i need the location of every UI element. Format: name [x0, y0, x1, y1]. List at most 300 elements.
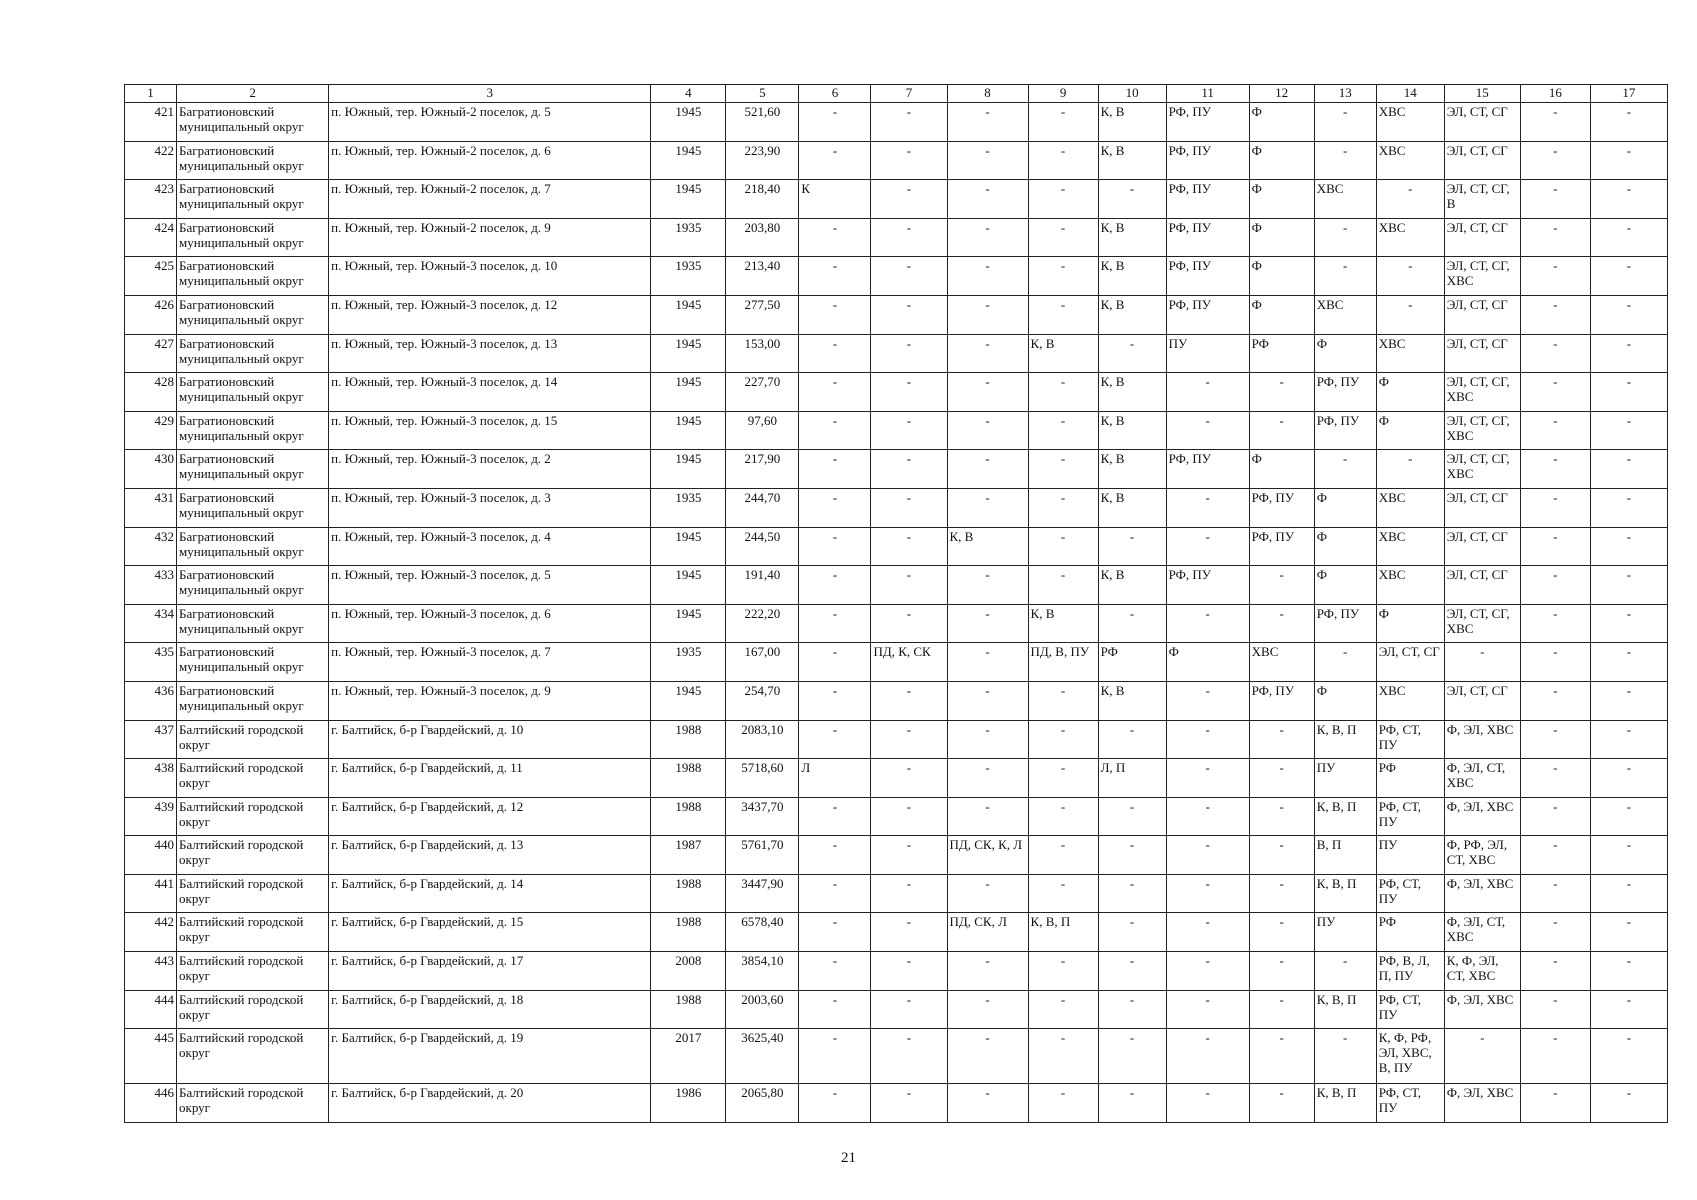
table-cell: -: [1098, 952, 1166, 991]
table-row: [125, 681, 1668, 720]
table-cell: -: [799, 257, 871, 296]
table-cell: РФ, ПУ: [1166, 180, 1249, 219]
table-cell: 2003,60: [726, 990, 799, 1029]
table-cell: -: [799, 488, 871, 527]
table-cell: Балтийский городской округ: [177, 952, 329, 991]
table-row: [125, 450, 1668, 489]
table-cell: Балтийский городской округ: [177, 1029, 329, 1084]
table-cell: 223,90: [726, 141, 799, 180]
table-cell: -: [1520, 411, 1590, 450]
column-header-2: 2: [177, 85, 329, 103]
table-cell: РФ, ПУ: [1166, 450, 1249, 489]
table-cell: 5718,60: [726, 759, 799, 798]
table-cell: -: [799, 836, 871, 875]
column-header-5: 5: [726, 85, 799, 103]
table-cell: Багратионовский муниципальный округ: [177, 141, 329, 180]
table-cell: Ф: [1376, 604, 1444, 643]
table-row: [125, 720, 1668, 759]
table-cell: -: [947, 952, 1028, 991]
table-cell: г. Балтийск, б-р Гвардейский, д. 10: [329, 720, 651, 759]
table-cell: п. Южный, тер. Южный-2 поселок, д. 7: [329, 180, 651, 219]
table-cell: 441: [125, 874, 177, 913]
table-cell: Балтийский городской округ: [177, 720, 329, 759]
table-cell: К, В: [1098, 218, 1166, 257]
table-cell: 423: [125, 180, 177, 219]
table-cell: ПД, СК, Л: [947, 913, 1028, 952]
column-header-15: 15: [1444, 85, 1520, 103]
column-header-14: 14: [1376, 85, 1444, 103]
table-cell: 436: [125, 681, 177, 720]
table-cell: -: [1520, 257, 1590, 296]
table-cell: -: [1376, 257, 1444, 296]
table-cell: -: [871, 527, 947, 566]
table-cell: ХВС: [1376, 103, 1444, 142]
table-cell: -: [1376, 180, 1444, 219]
table-cell: ЭЛ, СТ, СГ: [1444, 218, 1520, 257]
table-cell: -: [871, 218, 947, 257]
table-cell: ХВС: [1376, 488, 1444, 527]
table-cell: 1987: [651, 836, 726, 875]
table-cell: -: [1028, 488, 1098, 527]
table-cell: -: [1098, 604, 1166, 643]
table-cell: К, В, П: [1314, 720, 1376, 759]
table-cell: Балтийский городской округ: [177, 1084, 329, 1123]
table-cell: РФ, ПУ: [1314, 604, 1376, 643]
table-cell: ПУ: [1376, 836, 1444, 875]
table-cell: -: [871, 1029, 947, 1084]
table-cell: -: [1028, 1084, 1098, 1123]
table-cell: -: [1590, 527, 1667, 566]
table-row: [125, 488, 1668, 527]
column-header-3: 3: [329, 85, 651, 103]
table-cell: -: [1590, 836, 1667, 875]
table-cell: ПУ: [1314, 913, 1376, 952]
table-cell: РФ, ПУ: [1314, 411, 1376, 450]
table-cell: Ф: [1376, 411, 1444, 450]
table-cell: 1945: [651, 103, 726, 142]
column-header-12: 12: [1249, 85, 1314, 103]
column-header-16: 16: [1520, 85, 1590, 103]
table-cell: -: [871, 295, 947, 334]
table-cell: -: [947, 1029, 1028, 1084]
table-cell: К, В: [1098, 103, 1166, 142]
table-cell: -: [1314, 218, 1376, 257]
table-cell: -: [1590, 257, 1667, 296]
table-cell: -: [1520, 373, 1590, 412]
table-cell: 1988: [651, 990, 726, 1029]
table-cell: РФ, ПУ: [1166, 218, 1249, 257]
table-cell: К, Ф, ЭЛ, СТ, ХВС: [1444, 952, 1520, 991]
table-cell: 1945: [651, 373, 726, 412]
table-cell: Ф, ЭЛ, ХВС: [1444, 1084, 1520, 1123]
table-cell: -: [1028, 952, 1098, 991]
table-cell: -: [947, 797, 1028, 836]
table-cell: 2083,10: [726, 720, 799, 759]
table-row: [125, 836, 1668, 875]
table-cell: -: [1314, 450, 1376, 489]
table-cell: 153,00: [726, 334, 799, 373]
table-cell: -: [947, 257, 1028, 296]
table-cell: РФ, СТ, ПУ: [1376, 990, 1444, 1029]
table-cell: ПУ: [1314, 759, 1376, 798]
table-cell: п. Южный, тер. Южный-3 поселок, д. 9: [329, 681, 651, 720]
table-row: [125, 103, 1668, 142]
table-cell: -: [871, 990, 947, 1029]
table-cell: Ф, ЭЛ, СТ, ХВС: [1444, 913, 1520, 952]
table-row: [125, 1029, 1668, 1084]
table-cell: -: [1520, 566, 1590, 605]
table-cell: Ф, РФ, ЭЛ, СТ, ХВС: [1444, 836, 1520, 875]
table-row: [125, 952, 1668, 991]
table-cell: п. Южный, тер. Южный-2 поселок, д. 5: [329, 103, 651, 142]
table-cell: -: [1590, 180, 1667, 219]
table-cell: -: [1249, 411, 1314, 450]
table-cell: -: [1520, 218, 1590, 257]
table-cell: 3625,40: [726, 1029, 799, 1084]
column-header-9: 9: [1028, 85, 1098, 103]
table-cell: -: [947, 218, 1028, 257]
table-cell: -: [1098, 990, 1166, 1029]
table-cell: -: [1166, 1029, 1249, 1084]
table-cell: -: [871, 759, 947, 798]
table-cell: -: [1444, 643, 1520, 682]
table-cell: РФ, ПУ: [1166, 141, 1249, 180]
table-cell: ЭЛ, СТ, СГ: [1444, 103, 1520, 142]
table-cell: -: [1520, 488, 1590, 527]
table-row: [125, 141, 1668, 180]
table-cell: 426: [125, 295, 177, 334]
table-cell: 443: [125, 952, 177, 991]
table-cell: -: [1520, 874, 1590, 913]
table-cell: -: [1249, 797, 1314, 836]
table-cell: -: [1098, 797, 1166, 836]
table-cell: -: [1028, 681, 1098, 720]
table-cell: -: [1028, 797, 1098, 836]
table-cell: -: [1520, 1029, 1590, 1084]
table-cell: -: [1098, 334, 1166, 373]
table-cell: -: [1520, 450, 1590, 489]
table-cell: 254,70: [726, 681, 799, 720]
table-cell: К, В: [1098, 411, 1166, 450]
table-cell: 521,60: [726, 103, 799, 142]
table-cell: РФ, ПУ: [1249, 681, 1314, 720]
table-cell: г. Балтийск, б-р Гвардейский, д. 20: [329, 1084, 651, 1123]
table-cell: -: [799, 527, 871, 566]
table-cell: -: [1249, 836, 1314, 875]
table-cell: 222,20: [726, 604, 799, 643]
table-cell: -: [871, 952, 947, 991]
table-cell: -: [1249, 874, 1314, 913]
table-cell: -: [1520, 604, 1590, 643]
table-cell: -: [871, 913, 947, 952]
table-cell: -: [947, 643, 1028, 682]
table-cell: -: [1028, 411, 1098, 450]
table-cell: -: [871, 141, 947, 180]
table-cell: К, Ф, РФ, ЭЛ, ХВС, В, ПУ: [1376, 1029, 1444, 1084]
table-cell: Ф: [1249, 180, 1314, 219]
table-cell: ХВС: [1376, 527, 1444, 566]
table-cell: ПД, СК, К, Л: [947, 836, 1028, 875]
table-cell: -: [1249, 604, 1314, 643]
column-header-8: 8: [947, 85, 1028, 103]
table-cell: Балтийский городской округ: [177, 759, 329, 798]
table-cell: -: [1166, 488, 1249, 527]
table-cell: -: [1590, 218, 1667, 257]
table-cell: К, В, П: [1028, 913, 1098, 952]
table-cell: -: [1520, 759, 1590, 798]
table-cell: РФ, ПУ: [1166, 103, 1249, 142]
table-cell: 2065,80: [726, 1084, 799, 1123]
table-cell: п. Южный, тер. Южный-3 поселок, д. 13: [329, 334, 651, 373]
table-cell: 434: [125, 604, 177, 643]
table-cell: -: [947, 990, 1028, 1029]
table-cell: п. Южный, тер. Южный-3 поселок, д. 3: [329, 488, 651, 527]
table-cell: -: [1028, 141, 1098, 180]
table-cell: РФ, В, Л, П, ПУ: [1376, 952, 1444, 991]
table-cell: ХВС: [1376, 566, 1444, 605]
table-cell: -: [1520, 527, 1590, 566]
table-cell: -: [871, 488, 947, 527]
table-cell: -: [1028, 990, 1098, 1029]
table-cell: 217,90: [726, 450, 799, 489]
table-cell: -: [1590, 952, 1667, 991]
table-cell: -: [1166, 373, 1249, 412]
table-cell: -: [947, 681, 1028, 720]
table-cell: ПД, В, ПУ: [1028, 643, 1098, 682]
column-header-17: 17: [1590, 85, 1667, 103]
table-cell: -: [871, 180, 947, 219]
table-cell: РФ, СТ, ПУ: [1376, 1084, 1444, 1123]
table-cell: Ф, ЭЛ, СТ, ХВС: [1444, 759, 1520, 798]
table-cell: -: [1520, 141, 1590, 180]
table-cell: 421: [125, 103, 177, 142]
table-cell: -: [1098, 913, 1166, 952]
table-cell: -: [1590, 990, 1667, 1029]
table-cell: 203,80: [726, 218, 799, 257]
column-header-4: 4: [651, 85, 726, 103]
table-cell: -: [871, 373, 947, 412]
table-cell: -: [871, 334, 947, 373]
table-cell: -: [799, 874, 871, 913]
table-cell: К, В: [1098, 295, 1166, 334]
table-cell: -: [1314, 643, 1376, 682]
table-cell: ЭЛ, СТ, СГ: [1444, 566, 1520, 605]
table-cell: -: [1028, 295, 1098, 334]
table-cell: -: [947, 1084, 1028, 1123]
table-cell: -: [799, 334, 871, 373]
table-cell: Балтийский городской округ: [177, 836, 329, 875]
table-cell: 1935: [651, 218, 726, 257]
table-cell: -: [1520, 334, 1590, 373]
table-cell: 437: [125, 720, 177, 759]
table-cell: -: [1590, 488, 1667, 527]
data-table: [124, 84, 1668, 1123]
table-cell: РФ, ПУ: [1249, 488, 1314, 527]
table-cell: 442: [125, 913, 177, 952]
table-cell: Ф: [1249, 218, 1314, 257]
table-cell: К, В: [1098, 681, 1166, 720]
table-cell: 2008: [651, 952, 726, 991]
table-cell: -: [1314, 952, 1376, 991]
table-cell: -: [1520, 836, 1590, 875]
table-cell: -: [799, 643, 871, 682]
table-cell: 2017: [651, 1029, 726, 1084]
table-row: [125, 295, 1668, 334]
table-cell: ХВС: [1376, 218, 1444, 257]
table-cell: 1935: [651, 488, 726, 527]
table-cell: -: [1249, 1084, 1314, 1123]
table-cell: К, В: [1028, 334, 1098, 373]
table-cell: -: [871, 874, 947, 913]
column-header-7: 7: [871, 85, 947, 103]
table-cell: -: [799, 604, 871, 643]
table-cell: 1945: [651, 334, 726, 373]
table-cell: К, В: [1098, 373, 1166, 412]
table-cell: 213,40: [726, 257, 799, 296]
table-cell: -: [1520, 952, 1590, 991]
table-cell: -: [1590, 295, 1667, 334]
table-cell: РФ: [1098, 643, 1166, 682]
table-cell: -: [1520, 295, 1590, 334]
table-cell: Балтийский городской округ: [177, 874, 329, 913]
table-cell: Багратионовский муниципальный округ: [177, 334, 329, 373]
table-cell: -: [947, 334, 1028, 373]
column-header-13: 13: [1314, 85, 1376, 103]
table-cell: ЭЛ, СТ, СГ, В: [1444, 180, 1520, 219]
table-cell: -: [1249, 373, 1314, 412]
table-cell: 440: [125, 836, 177, 875]
table-cell: -: [947, 488, 1028, 527]
table-cell: -: [1590, 566, 1667, 605]
table-cell: ЭЛ, СТ, СГ: [1444, 527, 1520, 566]
table-cell: К, В: [947, 527, 1028, 566]
table-cell: 1945: [651, 681, 726, 720]
table-cell: -: [871, 836, 947, 875]
table-cell: К, В: [1098, 488, 1166, 527]
table-cell: ХВС: [1314, 295, 1376, 334]
table-cell: ЭЛ, СТ, СГ: [1444, 295, 1520, 334]
table-row: [125, 643, 1668, 682]
table-cell: п. Южный, тер. Южный-2 поселок, д. 6: [329, 141, 651, 180]
table-cell: РФ, СТ, ПУ: [1376, 797, 1444, 836]
table-cell: -: [1028, 527, 1098, 566]
table-row: [125, 257, 1668, 296]
table-cell: 1988: [651, 797, 726, 836]
table-cell: п. Южный, тер. Южный-3 поселок, д. 12: [329, 295, 651, 334]
table-cell: ЭЛ, СТ, СГ, ХВС: [1444, 257, 1520, 296]
table-cell: РФ, ПУ: [1166, 295, 1249, 334]
column-header-11: 11: [1166, 85, 1249, 103]
table-cell: -: [1520, 990, 1590, 1029]
table-cell: Багратионовский муниципальный округ: [177, 681, 329, 720]
table-cell: 429: [125, 411, 177, 450]
table-cell: г. Балтийск, б-р Гвардейский, д. 14: [329, 874, 651, 913]
table-cell: 1945: [651, 450, 726, 489]
table-cell: 244,50: [726, 527, 799, 566]
table-cell: г. Балтийск, б-р Гвардейский, д. 19: [329, 1029, 651, 1084]
table-cell: ЭЛ, СТ, СГ: [1444, 488, 1520, 527]
table-cell: 6578,40: [726, 913, 799, 952]
table-cell: г. Балтийск, б-р Гвардейский, д. 18: [329, 990, 651, 1029]
table-cell: -: [1028, 218, 1098, 257]
table-cell: К, В, П: [1314, 1084, 1376, 1123]
table-cell: К, В: [1098, 566, 1166, 605]
table-cell: 446: [125, 1084, 177, 1123]
table-cell: 191,40: [726, 566, 799, 605]
table-cell: 1945: [651, 411, 726, 450]
table-cell: 244,70: [726, 488, 799, 527]
table-cell: 1986: [651, 1084, 726, 1123]
table-cell: -: [1166, 874, 1249, 913]
table-cell: -: [1166, 411, 1249, 450]
table-cell: ЭЛ, СТ, СГ: [1444, 681, 1520, 720]
table-cell: ЭЛ, СТ, СГ, ХВС: [1444, 373, 1520, 412]
table-cell: -: [947, 720, 1028, 759]
table-cell: Багратионовский муниципальный округ: [177, 566, 329, 605]
table-cell: Ф, ЭЛ, ХВС: [1444, 990, 1520, 1029]
table-row: [125, 990, 1668, 1029]
table-cell: Ф: [1314, 488, 1376, 527]
table-row: [125, 759, 1668, 798]
table-cell: 424: [125, 218, 177, 257]
table-cell: 445: [125, 1029, 177, 1084]
table-cell: 1945: [651, 295, 726, 334]
table-cell: г. Балтийск, б-р Гвардейский, д. 11: [329, 759, 651, 798]
table-cell: -: [799, 1029, 871, 1084]
table-cell: -: [871, 411, 947, 450]
table-cell: -: [1520, 1084, 1590, 1123]
table-cell: -: [1028, 103, 1098, 142]
table-cell: -: [1590, 103, 1667, 142]
table-cell: РФ: [1376, 759, 1444, 798]
table-cell: 3447,90: [726, 874, 799, 913]
table-cell: г. Балтийск, б-р Гвардейский, д. 13: [329, 836, 651, 875]
table-cell: К, В, П: [1314, 797, 1376, 836]
table-cell: Ф: [1314, 527, 1376, 566]
table-cell: 427: [125, 334, 177, 373]
table-cell: -: [799, 218, 871, 257]
column-header-10: 10: [1098, 85, 1166, 103]
table-cell: -: [947, 759, 1028, 798]
table-cell: -: [799, 1084, 871, 1123]
table-cell: Балтийский городской округ: [177, 797, 329, 836]
table-cell: -: [871, 566, 947, 605]
table-cell: -: [1166, 836, 1249, 875]
table-cell: ХВС: [1314, 180, 1376, 219]
table-cell: 1988: [651, 874, 726, 913]
table-cell: Балтийский городской округ: [177, 913, 329, 952]
column-header-6: 6: [799, 85, 871, 103]
table-cell: -: [1314, 141, 1376, 180]
table-cell: -: [1590, 450, 1667, 489]
table-cell: -: [799, 411, 871, 450]
table-cell: -: [1166, 604, 1249, 643]
table-cell: Ф: [1249, 103, 1314, 142]
table-cell: -: [1028, 836, 1098, 875]
table-cell: Багратионовский муниципальный округ: [177, 218, 329, 257]
table-cell: -: [1028, 720, 1098, 759]
table-row: [125, 797, 1668, 836]
table-cell: РФ, ПУ: [1166, 566, 1249, 605]
table-cell: 277,50: [726, 295, 799, 334]
table-cell: -: [871, 103, 947, 142]
table-cell: -: [1590, 643, 1667, 682]
table-cell: 5761,70: [726, 836, 799, 875]
table-cell: -: [799, 952, 871, 991]
table-cell: -: [1249, 952, 1314, 991]
table-cell: -: [1590, 373, 1667, 412]
table-cell: -: [1166, 527, 1249, 566]
